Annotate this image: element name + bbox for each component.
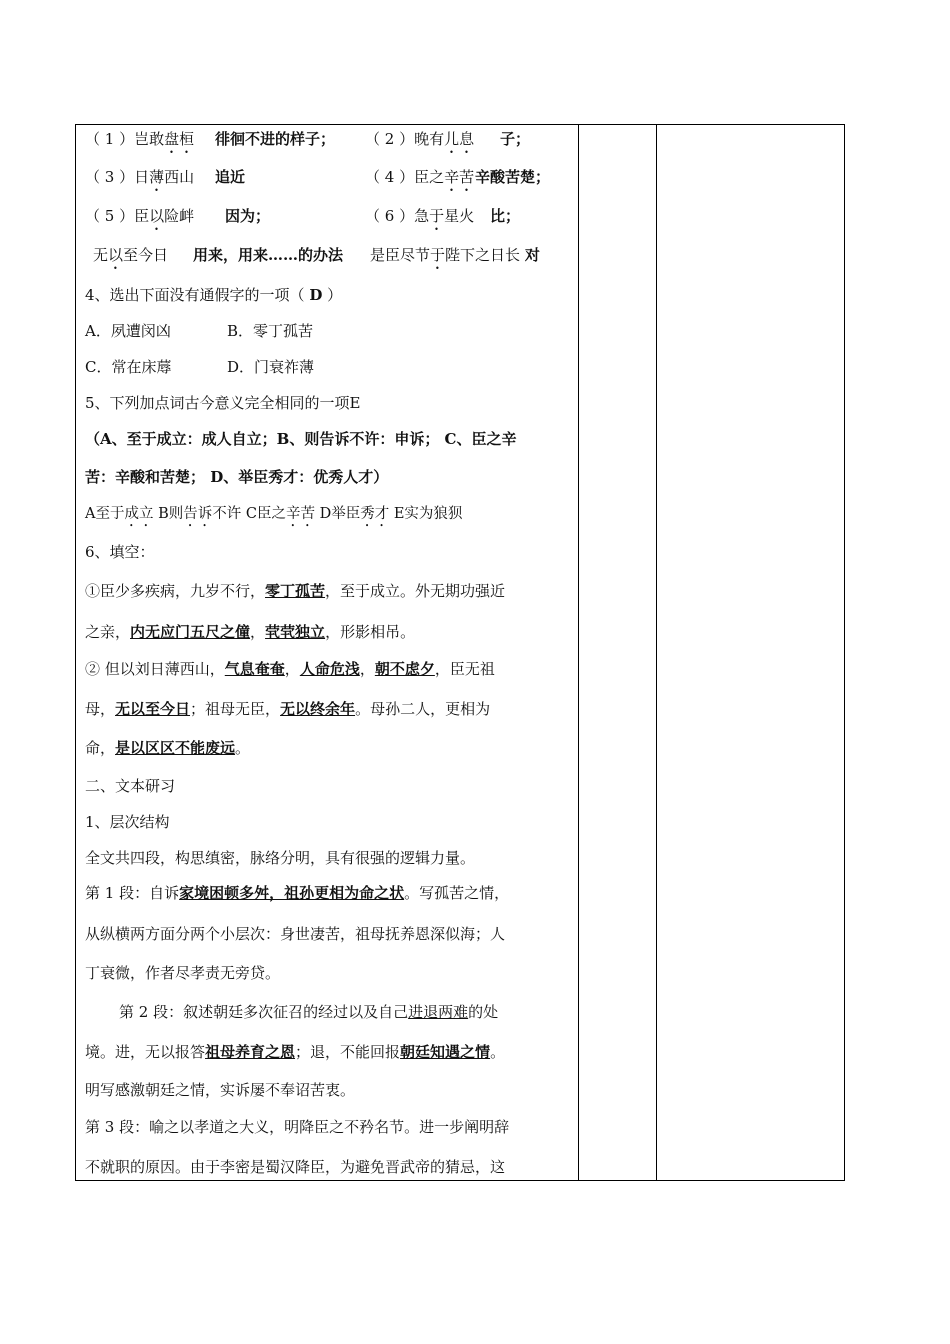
- q6-line-2: 之亲，内无应门五尺之僮，茕茕独立，形影相吊。: [85, 623, 416, 641]
- section-2-title: 二、文本研习: [85, 777, 176, 795]
- q3-row-3: （ 5 ）臣以险衅 因为； （ 6 ）急于星火 比；: [85, 207, 521, 225]
- paragraph-2-line-2: 境。进，无以报答祖母养育之恩；退，不能回报朝廷知遇之情。: [85, 1043, 506, 1061]
- paragraph-3-line-2: 不就职的原因。由于李密是蜀汉降臣，为避免晋武帝的猜忌，这: [85, 1158, 506, 1176]
- q3-row-2: （ 3 ）日薄西山 追近 （ 4 ）臣之辛苦辛酸苦楚；: [85, 168, 551, 186]
- q3-row-4: 无以至今日 用来，用来……的办法 是臣尽节于陛下之日长 对: [93, 246, 540, 264]
- structure-paragraph-0: 全文共四段，构思缜密，脉络分明，具有很强的逻辑力量。: [85, 849, 476, 867]
- paragraph-1-line-1: 第 1 段：自诉家境困顿多舛，祖孙更相为命之状。写孤苦之情，: [85, 884, 510, 902]
- column-divider: [578, 125, 579, 1180]
- paragraph-2-line-3: 明写感激朝廷之情，实诉屡不奉诏苦衷。: [85, 1081, 356, 1099]
- q6-title: 6、填空：: [85, 543, 155, 561]
- q5-explanation-1: （A、至于成立：成人自立；B、则告诉不许：申诉； C、臣之辛: [85, 430, 517, 448]
- q4-options-row-1: A．夙遭闵凶 B．零丁孤苦: [85, 322, 314, 340]
- q4-stem: 4、选出下面没有通假字的一项（ D ）: [85, 286, 343, 304]
- q6-line-3: ② 但以刘日薄西山，气息奄奄，人命危浅，朝不虑夕，臣无祖: [85, 660, 495, 678]
- q5-options: A至于成立 B则告诉不许 C臣之辛苦 D举臣秀才 E实为狼狈: [85, 506, 463, 522]
- q5-explanation-2: 苦：辛酸和苦楚； D、举臣秀才：优秀人才）: [85, 468, 389, 486]
- paragraph-2-line-1: 第 2 段：叙述朝廷多次征召的经过以及自己进退两难的处: [119, 1003, 499, 1021]
- q6-line-1: ①臣少多疾病，九岁不行，零丁孤苦，至于成立。外无期功强近: [85, 582, 506, 600]
- q5-stem: 5、下列加点词古今意义完全相同的一项E: [85, 394, 361, 412]
- q6-line-4: 母，无以至今日；祖母无臣，无以终余年。母孙二人，更相为: [85, 700, 491, 718]
- section-2-subtitle: 1、层次结构: [85, 813, 170, 831]
- q3-row-1: （ 1 ）岂敢盘桓 徘徊不进的样子； （ 2 ）晚有儿息 子；: [85, 130, 531, 148]
- answer-table: [75, 124, 845, 1181]
- paragraph-1-line-2: 从纵横两方面分两个小层次：身世凄苦，祖母抚养恩深似海；人: [85, 925, 506, 943]
- paragraph-3-line-1: 第 3 段：喻之以孝道之大义，明降臣之不矜名节。进一步阐明辞: [85, 1118, 510, 1136]
- q6-line-5: 命，是以区区不能废远。: [85, 739, 251, 757]
- paragraph-1-line-3: 丁衰微，作者尽孝责无旁贷。: [85, 964, 281, 982]
- column-divider: [656, 125, 657, 1180]
- q4-options-row-2: C．常在床蓐 D．门衰祚薄: [85, 358, 315, 376]
